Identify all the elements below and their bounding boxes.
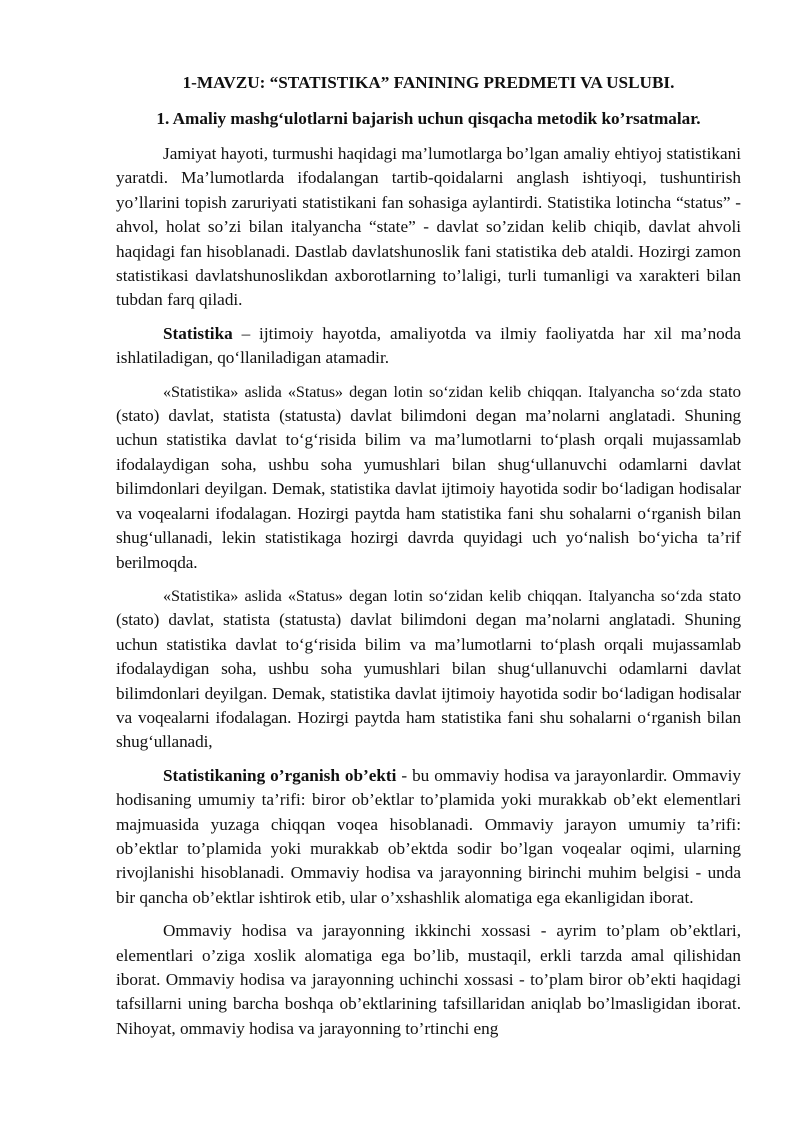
paragraph-4-lead: «Statistika» aslida «Status» degan lotin so‘zidan kelib chiqqan. Italyancha so‘zda xyxy=(163,586,703,605)
paragraph-2-text: – ijtimoiy hayotda, amaliyotda va ilmiy faoliyatda har xil ma’noda ishlatiladigan, qo‘llaniladigan atamadir. xyxy=(116,323,741,368)
paragraph-5-text: - bu ommaviy hodisa va jarayonlardir. Ommaviy hodisaning umumiy ta’rifi: biror ob’ektlar to’plamida yoki murakkab ob’ekt elementlari majmuasida yuzaga chiqqan voqea hisoblanadi. Ommaviy jarayon umumiy ta’rifi: ob’ektlar to’plamida yoki murakkab ob’ektda sodir bo’lgan voqealar oqimi, ularning rivojlanishi hisoblanadi. Ommaviy hodisa va jarayonning birinchi muhim belgisi - unda bir qancha ob’ektlar ishtirok etib, ular o’xshashlik alomatiga ega ekanligidan iborat. xyxy=(116,765,741,907)
paragraph-6 xyxy=(116,919,741,1041)
paragraph-3-text: stato (stato) davlat, statista (statusta) davlat bilimdoni degan ma’nolarni anglatadi. Shuning uchun statistika davlat to‘g‘risida bilim va ma’lumotlarni to‘plash orqali mujassamlab ifodalaydigan soha, ushbu soha yumushlari bilan shug‘ullanuvchi odamlarni davlat bilimdonlari deyilgan. Demak, statistika davlat ijtimoiy hayotida sodir bo‘ladigan hodisalar va voqealarni ifodalagan. Hozirgi paytda ham statistika fani shu sohalarni o‘rganish bilan shug‘ullanadi, lekin statistikaga hozirgi davrda quyidagi uch yo‘nalish bo‘yicha ta’rif berilmoqda. xyxy=(116,381,741,572)
document-subtitle: 1. Amaliy mashg‘ulotlarni bajarish uchun qisqacha metodik ko’rsatmalar. xyxy=(156,109,701,128)
paragraph-4 xyxy=(116,584,741,755)
paragraph-1-text: Jamiyat hayoti, turmushi haqidagi ma’lumotlarga bo’lgan amaliy ehtiyoj statistikani yaratdi. Ma’lumotlarda ifodalangan tartib-qoidalarni anglash ishtiyoqi, tushuntirish yo’llarini topish zaruriyati statistikani fan sohasiga aylantirdi. Statistika lotincha “status” - ahvol, holat so’zi bilan italyancha “state” - davlat so’zidan kelib chiqib, davlat ahvoli haqidagi fan hisoblanadi. Dastlab davlatshunoslik fani statistika deb ataldi. Hozirgi zamon statistikasi davlatshunoslikdan axborotlarning to’laligi, turli tumanligi va xarakteri bilan tubdan farq qiladi. xyxy=(116,144,741,310)
paragraph-5-term: Statistikaning o’rganish ob’ekti xyxy=(163,765,397,785)
document-title: 1-MAVZU: “STATISTIKA” FANINING PREDMETI VA USLUBI. xyxy=(182,73,675,92)
paragraph-3 xyxy=(116,380,741,575)
paragraph-5 xyxy=(116,764,741,910)
paragraph-3-lead: «Statistika» aslida «Status» degan lotin so‘zidan kelib chiqqan. Italyancha so‘zda xyxy=(163,382,703,401)
paragraph-6-text: Ommaviy hodisa va jarayonning ikkinchi xossasi - ayrim to’plam ob’ektlari, elementlari o’ziga xoslik alomatiga ega bo’lib, mustaqil, erkli tarzda amal qilishidan iborat. Ommaviy hodisa va jarayonning uchinchi xossasi - to’plam biror ob’ekti haqidagi tafsillarni uning barcha boshqa ob’ektlarining tafsillaridan aniqlab bo’lmasligidan iborat. Nihoyat, ommaviy hodisa va jarayonning to’rtinchi eng xyxy=(116,921,741,1038)
paragraph-4-text: stato (stato) davlat, statista (statusta) davlat bilimdoni degan ma’nolarni anglatadi. Shuning uchun statistika davlat to‘g‘risida bilim va ma’lumotlarni to‘plash orqali mujassamlab ifodalaydigan soha, ushbu soha yumushlari bilan shug‘ullanuvchi odamlarni davlat bilimdonlari deyilgan. Demak, statistika davlat ijtimoiy hayotida sodir bo‘ladigan hodisalar va voqealarni ifodalagan. Hozirgi paytda ham statistika fani shu sohalarni o‘rganish bilan shug‘ullanadi, xyxy=(116,585,741,752)
document-page xyxy=(116,72,741,1050)
paragraph-2 xyxy=(116,322,741,371)
paragraph-2-term: Statistika xyxy=(163,323,233,343)
paragraph-1 xyxy=(116,142,741,313)
